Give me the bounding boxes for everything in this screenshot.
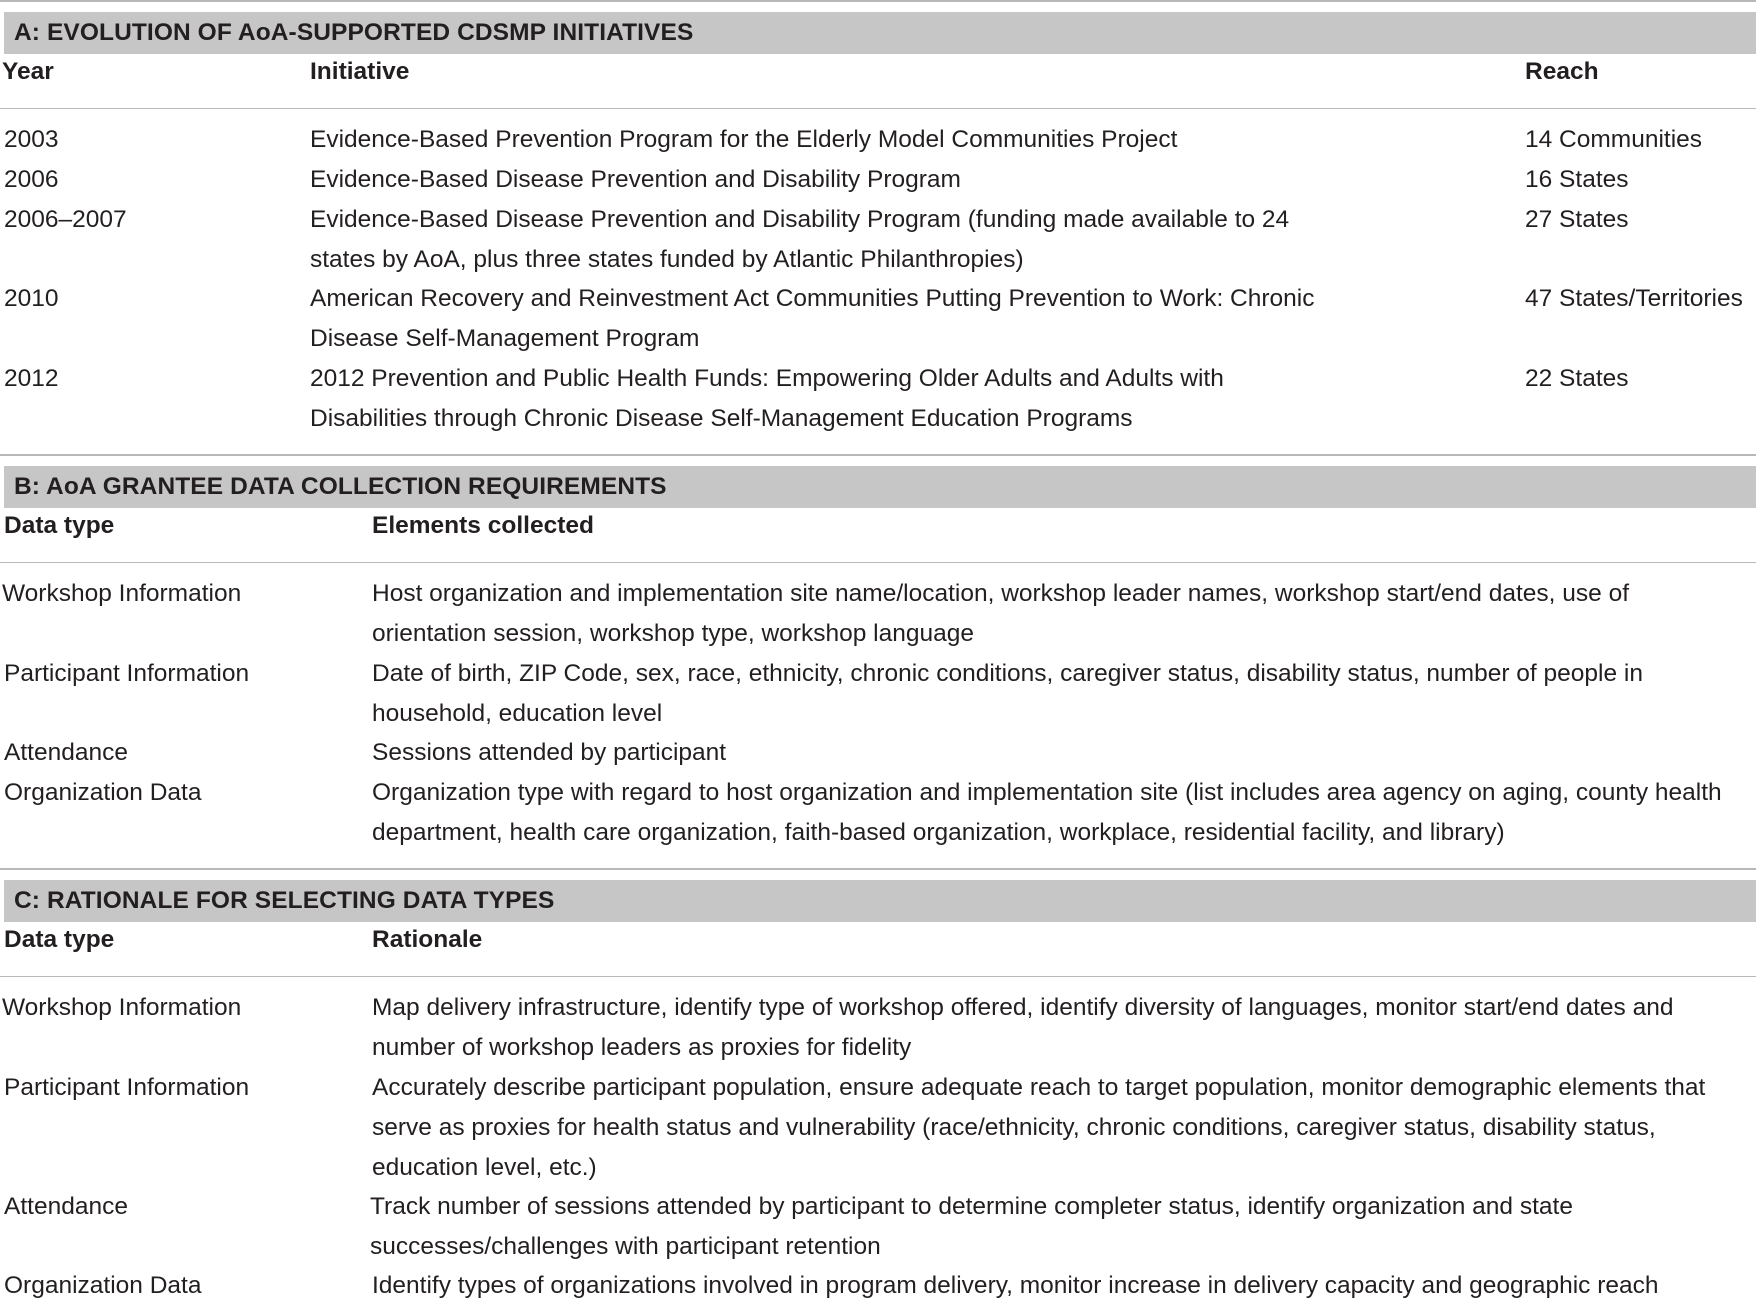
a-row-2-reach: 16 States <box>1525 166 1629 193</box>
b-row-4-type: Organization Data <box>4 779 202 806</box>
a-row-1-initiative: Evidence-Based Prevention Program for the Elderly Model Communities Project <box>310 126 1178 153</box>
c-row-1-text: Map delivery infrastructure, identify type of workshop offered, identify diversity of languages, monitor start/end dates and number of workshop leaders as proxies for fidelity <box>372 994 1674 1061</box>
b-row-2-text: Date of birth, ZIP Code, sex, race, ethnicity, chronic conditions, caregiver status, disability status, number of people in household, education level <box>372 660 1643 727</box>
a-row-2-initiative: Evidence-Based Disease Prevention and Disability Program <box>310 166 961 193</box>
a-row-1-reach: 14 Communities <box>1525 126 1703 153</box>
a-row-4-year: 2010 <box>4 285 59 312</box>
header-b-rule <box>0 562 1756 563</box>
b-row-3-text: Sessions attended by participant <box>372 739 727 766</box>
header-rationale: Rationale <box>372 926 483 953</box>
c-row-4-text: Identify types of organizations involved in program delivery, monitor increase in delivery capacity and geographic reach <box>372 1272 1659 1299</box>
a-row-4-initiative: American Recovery and Reinvestment Act Communities Putting Prevention to Work: Chronic Disease Self-Management Program <box>310 285 1315 352</box>
a-row-3-reach: 27 States <box>1525 206 1629 233</box>
top-rule <box>0 0 1756 2</box>
c-row-1-type: Workshop Information <box>2 994 242 1021</box>
header-a-rule <box>0 108 1756 109</box>
a-row-1-year: 2003 <box>4 126 59 153</box>
header-c-rule <box>0 976 1756 977</box>
a-row-2-year: 2006 <box>4 166 59 193</box>
a-row-3-initiative: Evidence-Based Disease Prevention and Disability Program (funding made available to 24 states by AoA, plus three states funded by Atlantic Philanthropies) <box>310 206 1290 273</box>
b-row-1-type: Workshop Information <box>2 580 242 607</box>
b-row-3-type: Attendance <box>4 739 128 766</box>
a-row-3-year: 2006–2007 <box>4 206 127 233</box>
c-row-3-type: Attendance <box>4 1193 128 1220</box>
a-row-5-initiative: 2012 Prevention and Public Health Funds: Empowering Older Adults and Adults with Disabilities through Chronic Disease Self-Management Education Programs <box>310 365 1224 432</box>
section-b-rule <box>0 454 1756 456</box>
c-row-2-text: Accurately describe participant population, ensure adequate reach to target population, monitor demographic elements that serve as proxies for health status and vulnerability (race/ethnicity, chronic conditions, caregiver status, disability status, education level, etc.) <box>372 1074 1706 1181</box>
section-c-title: C: RATIONALE FOR SELECTING DATA TYPES <box>14 887 555 914</box>
section-a-title: A: EVOLUTION OF AoA-SUPPORTED CDSMP INITIATIVES <box>14 19 694 46</box>
b-row-1-text: Host organization and implementation site name/location, workshop leader names, workshop start/end dates, use of orientation session, workshop type, workshop language <box>372 580 1630 647</box>
b-row-4-text: Organization type with regard to host organization and implementation site (list includes area agency on aging, county health department, health care organization, faith-based organization, workplace, residential facility, and library) <box>372 779 1722 846</box>
header-elements-collected: Elements collected <box>372 512 594 539</box>
c-row-2-type: Participant Information <box>4 1074 250 1101</box>
header-data-type-c: Data type <box>4 926 115 953</box>
a-row-5-reach: 22 States <box>1525 365 1629 392</box>
header-reach: Reach <box>1525 58 1599 85</box>
section-a-bar <box>4 12 1756 54</box>
b-row-2-type: Participant Information <box>4 660 250 687</box>
section-c-bar <box>4 880 1756 922</box>
header-initiative: Initiative <box>310 58 410 85</box>
a-row-5-year: 2012 <box>4 365 59 392</box>
c-row-4-type: Organization Data <box>4 1272 202 1299</box>
section-b-title: B: AoA GRANTEE DATA COLLECTION REQUIREMENTS <box>14 473 667 500</box>
a-row-4-reach: 47 States/Territories <box>1525 285 1743 312</box>
c-row-3-text: Track number of sessions attended by participant to determine completer status, identify organization and state successes/challenges with participant retention <box>370 1193 1573 1260</box>
section-c-rule <box>0 868 1756 870</box>
section-b-bar <box>4 466 1756 508</box>
header-year: Year <box>2 58 54 85</box>
header-data-type-b: Data type <box>4 512 115 539</box>
